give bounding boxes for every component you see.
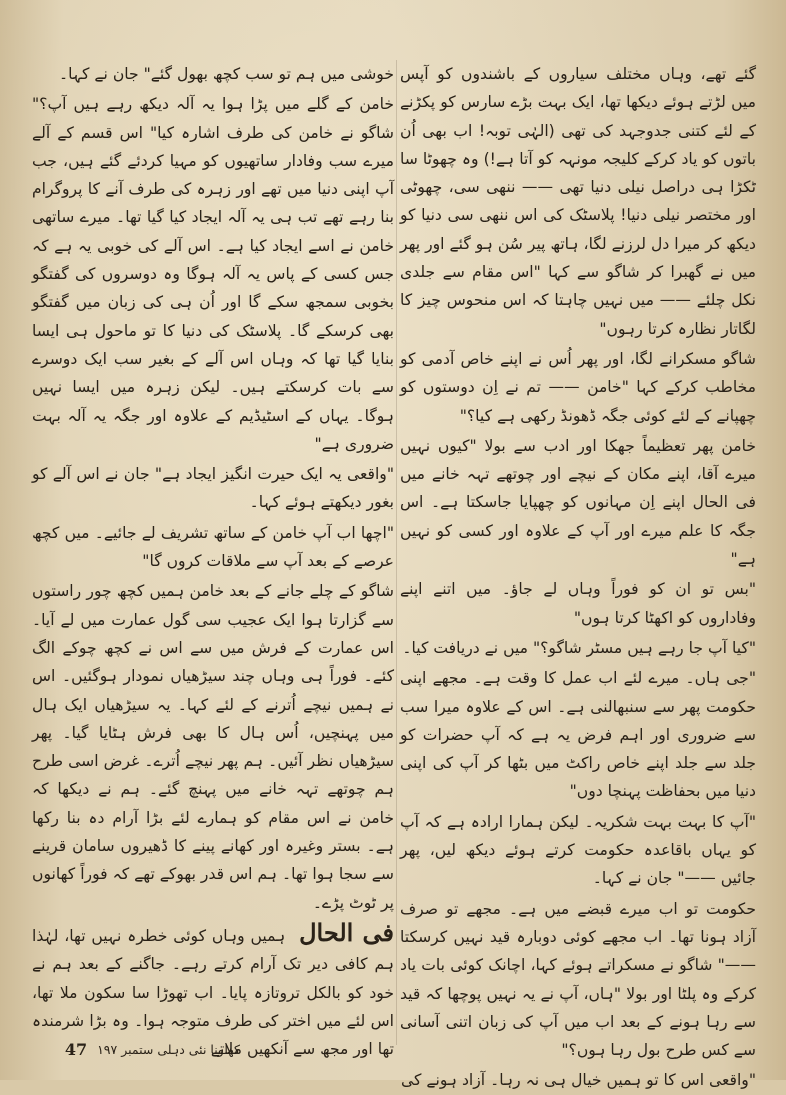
paragraph: شاگو کے چلے جانے کے بعد خامن ہمیں کچھ چور راستوں سے گزارتا ہوا ایک عجیب سی گول عمارت میں لے آیا۔ اس عمارت کے فرش میں سے اس نے کچھ چوکے الگ کئے۔ فوراً ہی وہاں چند سیڑھیاں نمودار ہوگئیں۔ اس نے ہمیں نیچے اُترنے کے لئے کہا۔ یہ سیڑھیاں ایک ہال میں پہنچیں، اُس ہال کا بھی فرش ہٹایا گیا۔ پھر سیڑھیاں نظر آئیں۔ ہم پھر نیچے اُترے۔ غرض اسی طرح ہم چوتھے تہہ خانے میں پہنچ گئے۔ ہم نے دیکھا کہ خامن نے اس مقام کو ہمارے لئے بڑا آرام دہ بنا رکھا ہے۔ بستر وغیرہ اور کھانے پینے کا ڈھیروں سامان قرینے سے سجا ہوا تھا۔ ہم اس قدر بھوکے تھے کہ فوراً کھانوں پر ٹوٹ پڑے۔ [32, 582, 394, 912]
paragraph: خامن کے گلے میں پڑا ہوا یہ آلہ دیکھ رہے ہیں آپ؟" شاگو نے خامن کی طرف اشارہ کیا" اس قسم کے آلے میرے سب وفادار ساتھیوں کو مہیا کردئے گئے ہیں، جب آپ اپنی دنیا میں تھے اور زہرہ کی طرف آنے کا پروگرام بنا رہے تھے تب ہی یہ آلہ ایجاد کیا گیا تھا۔ میرے ساتھی خامن نے اسے ایجاد کیا ہے۔ اس آلے کی خوبی یہ ہے کہ جس کسی کے پاس یہ آلہ ہوگا وہ دوسروں کی گفتگو بخوبی سمجھ سکے گا اور اُن ہی کی زبان میں گفتگو بھی کرسکے گا۔ پلاسٹک کی دنیا کا تو ماحول ہی ایسا بنایا گیا تھا کہ وہاں اس آلے کے بغیر سب ایک دوسرے سے بات کرسکتے ہیں۔ لیکن زہرہ میں ایسا نہیں ہوگا۔ یہاں کے اسٹیڈیم کے علاوہ اور جگہ یہ آلہ بہت ضروری ہے" [32, 95, 394, 453]
column-divider [396, 60, 397, 1045]
paragraph: گئے تھے، وہاں مختلف سیاروں کے باشندوں کو آپس میں لڑتے ہوئے دیکھا تھا، ایک بہت بڑے سارس کو پکڑنے کے لئے کتنی جدوجہد کی تھی (الہٰی توبہ! اب بھی اُن باتوں کو یاد کرکے کلیجہ مونہہ کو آتا ہے!) وہ چھوٹا سا ٹکڑا ہی دراصل نیلی دنیا تھی —— ننھی سی، چھوٹی اور مختصر نیلی دنیا! پلاسٹک کی اس ننھی سی دنیا کو دیکھ کر میرا دل لرزنے لگا، ہاتھ پیر سُن ہو گئے اور پھر میں نے گھبرا کر شاگو سے کہا "اس مقام سے جلدی نکل چلئے —— میں نہیں چاہتا کہ اس منحوس چیز کا لگاتار نظارہ کرتا رہوں" [400, 65, 756, 338]
paragraph: "کیا آپ جا رہے ہیں مسٹر شاگو؟" میں نے دریافت کیا۔ [402, 638, 756, 657]
paragraph: حکومت تو اب میرے قبضے میں ہے۔ مجھے تو صرف آزاد ہونا تھا۔ اب مجھے کوئی دوبارہ قید نہیں کرسکتا ——" شاگو نے مسکراتے ہوئے کہا، اچانک کوئی بات یاد کرکے وہ پلٹا اور بولا "ہاں، آپ نے یہ نہیں پوچھا کہ قید سے رہا ہونے کے بعد اب میں آپ کی زبان اتنی آسانی سے کس طرح بول رہا ہوں؟" [400, 899, 756, 1060]
paragraph: "جی ہاں۔ میرے لئے اب عمل کا وقت ہے۔ مجھے اپنی حکومت پھر سے سنبھالنی ہے۔ اس کے علاوہ میرا سب سے ضروری اور اہم فرض یہ ہے کہ آپ حضرات کو جلد سے جلد اپنے خاص راکٹ میں بٹھا کر آپ کی اپنی دنیا میں بحفاظت پہنچا دوں" [400, 669, 756, 801]
paragraph: "بس تو ان کو فوراً وہاں لے جاؤ۔ میں اتنے اپنے وفاداروں کو اکھٹا کرتا ہوں" [400, 580, 756, 627]
paragraph: خوشی میں ہم تو سب کچھ بھول گئے" جان نے کہا۔ [58, 65, 394, 83]
paragraph: خامن پھر تعظیماً جھکا اور ادب سے بولا "کیوں نہیں میرے آقا، اپنے مکان کے نیچے اور چوتھے تہہ خانے میں فی الحال اپنے اِن مہانوں کو چھپایا جاسکتا ہے۔ اس جگہ کا علم میرے اور آپ کے علاوہ اور کسی کو نہیں ہے" [400, 436, 756, 569]
paragraph: "آپ کا بہت بہت شکریہ۔ لیکن ہمارا ارادہ ہے کہ آپ کو یہاں باقاعدہ حکومت کرتے ہوئے دیکھ لیں، پھر جائیں ——" جان نے کہا۔ [400, 812, 756, 888]
lead-word: فی الحال [299, 917, 394, 947]
page-footer [40, 1040, 240, 1059]
right-column [400, 60, 756, 1090]
publication-line: کھلونا نئی دہلی ستمبر ۱۹۷ [97, 1042, 240, 1057]
final-paragraph-text: ہمیں وہاں کوئی خطرہ نہیں تھا، لہٰذا ہم کافی دیر تک آرام کرتے رہے۔ جاگنے کے بعد ہم نے خود کو بالکل تروتازہ پایا۔ اب تھوڑا سا سکون ملا تھا، اس لئے میں اختر کی طرف متوجہ ہوا۔ وہ بڑا شرمندہ تھا اور مجھ سے آنکھیں ملاتے [32, 926, 394, 1059]
page-number: 47 [64, 1040, 88, 1059]
paragraph: "واقعی اس کا تو ہمیں خیال ہی نہ رہا۔ آزاد ہونے کی [400, 1071, 756, 1090]
paragraph: شاگو مسکرانے لگا، اور پھر اُس نے اپنے خاص آدمی کو مخاطب کرکے کہا "خامن —— تم نے اِن دوستوں کو چھپانے کے لئے کوئی جگہ ڈھونڈ رکھی ہے کیا؟" [400, 349, 756, 425]
paragraph: "اچھا اب آپ خامن کے ساتھ تشریف لے جائیے۔ میں کچھ عرصے کے بعد آپ سے ملاقات کروں گا" [32, 523, 394, 571]
paragraph: "واقعی یہ ایک حیرت انگیز ایجاد ہے" جان نے اس آلے کو بغور دیکھتے ہوئے کہا۔ [32, 465, 394, 512]
